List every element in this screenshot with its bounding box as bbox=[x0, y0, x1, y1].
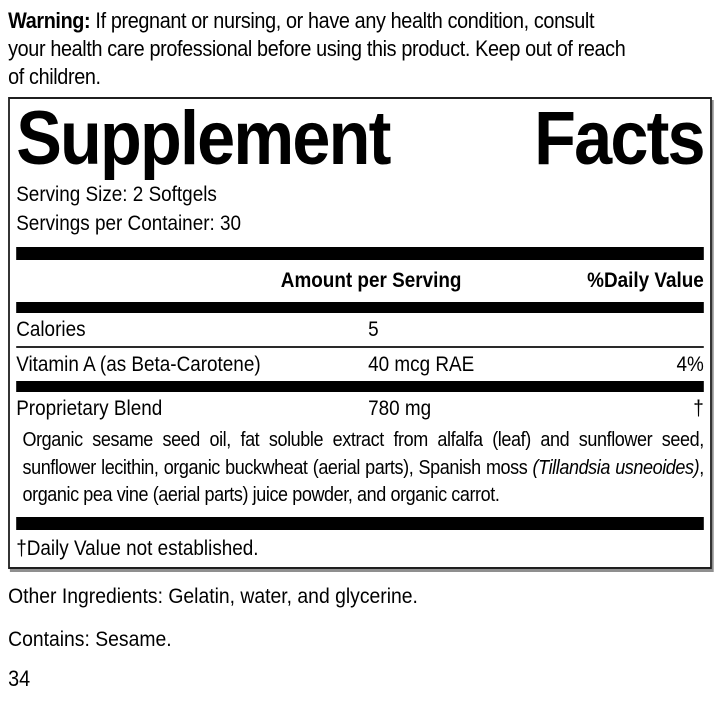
other-ingredients: Other Ingredients: Gelatin, water, and glycerine. bbox=[8, 583, 418, 608]
warning-line-3: of children. bbox=[8, 64, 101, 89]
table-row-vitamin-a bbox=[16, 348, 704, 381]
servings-per-container: Servings per Container: 30 bbox=[16, 212, 242, 235]
blend-description-after: , organic pea vine (aerial parts) juice powder, and organic carrot. bbox=[22, 456, 704, 506]
daily-value-footnote: †Daily Value not established. bbox=[16, 536, 259, 560]
page-number: 34 bbox=[8, 665, 31, 691]
allergen-statement: Contains: Sesame. bbox=[8, 626, 172, 651]
warning-label: Warning: bbox=[8, 8, 91, 33]
warning-line-1 bbox=[8, 7, 712, 35]
nutrient-daily-value: 4% bbox=[676, 353, 704, 376]
thick-rule-under-vitamin-a bbox=[16, 381, 704, 392]
nutrient-name: Calories bbox=[16, 318, 86, 341]
panel-title-word-facts: Facts bbox=[534, 96, 704, 181]
nutrient-amount: 40 mcg RAE bbox=[368, 353, 475, 376]
nutrient-daily-value-dagger: † bbox=[693, 397, 704, 420]
warning-line-2: your health care professional before using this product. Keep out of reach bbox=[8, 36, 626, 61]
daily-value-header: %Daily Value bbox=[587, 269, 704, 292]
blend-species-name: (Tillandsia usneoides) bbox=[532, 456, 700, 479]
column-header-row bbox=[16, 260, 704, 302]
thick-rule-under-header bbox=[16, 302, 704, 313]
nutrient-amount: 780 mg bbox=[368, 397, 432, 420]
panel-title-word-supplement: Supplement bbox=[16, 96, 390, 181]
warning-text bbox=[8, 7, 712, 91]
thick-rule-bottom bbox=[16, 517, 704, 530]
serving-size: Serving Size: 2 Softgels bbox=[16, 183, 217, 206]
amount-per-serving-header: Amount per Serving bbox=[280, 269, 462, 292]
nutrient-name: Vitamin A (as Beta-Carotene) bbox=[16, 353, 261, 376]
table-row-proprietary-blend bbox=[16, 392, 704, 425]
proprietary-blend-description bbox=[16, 425, 704, 512]
supplement-facts-panel bbox=[8, 97, 712, 569]
panel-title bbox=[16, 96, 704, 181]
table-row-calories bbox=[16, 313, 704, 346]
nutrient-name: Proprietary Blend bbox=[16, 397, 163, 420]
nutrient-amount: 5 bbox=[368, 318, 379, 341]
blend-description-before: Organic sesame seed oil, fat soluble extract from alfalfa (leaf) and sunflower seed, sunflower lecithin, organic buckwheat (aerial parts), Spanish moss bbox=[22, 429, 704, 479]
serving-info bbox=[16, 180, 704, 238]
thick-rule-top bbox=[16, 247, 704, 260]
warning-line-1-text: If pregnant or nursing, or have any health condition, consult bbox=[95, 8, 595, 33]
